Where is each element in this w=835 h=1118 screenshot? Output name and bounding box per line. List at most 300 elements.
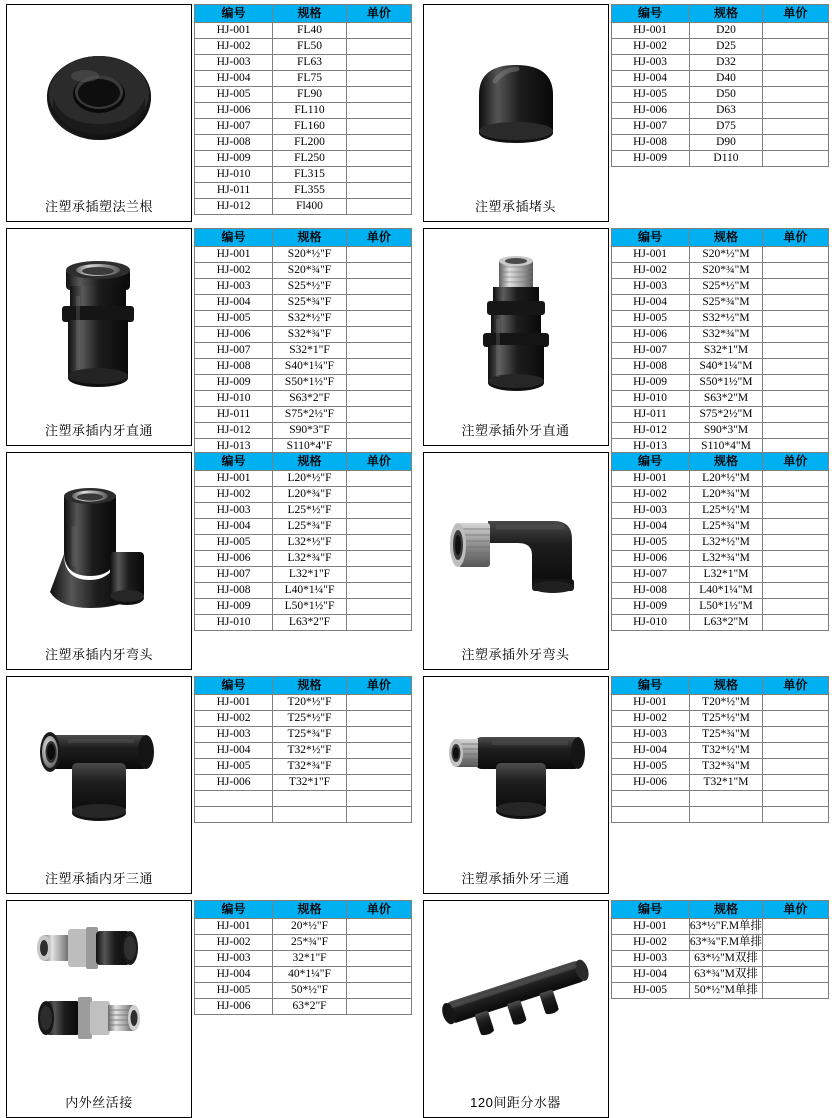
cell-code: HJ-001 xyxy=(195,247,273,263)
cell-price xyxy=(346,39,411,55)
product-cell xyxy=(423,676,830,894)
table-row xyxy=(611,967,828,983)
cell-code: HJ-002 xyxy=(195,487,273,503)
table-row xyxy=(611,951,828,967)
col-spec: 规格 xyxy=(273,5,347,23)
female-thread-elbow-image xyxy=(9,457,189,641)
cell-spec: 63*½"M双排 xyxy=(689,951,763,967)
cell-code: HJ-009 xyxy=(195,599,273,615)
cell-code: HJ-006 xyxy=(195,551,273,567)
cell-spec: S32*½"F xyxy=(273,311,347,327)
col-code: 编号 xyxy=(611,229,689,247)
cell-code: HJ-009 xyxy=(195,151,273,167)
cell-spec: L25*¾"F xyxy=(273,519,347,535)
col-spec: 规格 xyxy=(273,453,347,471)
cell-code: HJ-005 xyxy=(195,535,273,551)
cell-price xyxy=(346,407,411,423)
cell-price xyxy=(763,135,828,151)
table-row xyxy=(611,55,828,71)
cell-code: HJ-002 xyxy=(195,935,273,951)
cell-price xyxy=(763,615,828,631)
cell-code: HJ-012 xyxy=(195,423,273,439)
cell-price xyxy=(346,295,411,311)
cell-price xyxy=(763,599,828,615)
cell-code: HJ-006 xyxy=(195,327,273,343)
table-row xyxy=(195,263,412,279)
product-cell xyxy=(6,676,413,894)
cell-code: HJ-006 xyxy=(611,103,689,119)
cell-spec: S25*½"M xyxy=(689,279,763,295)
male-thread-elbow-image xyxy=(426,457,606,641)
cell-spec: L50*1½"F xyxy=(273,599,347,615)
cell-code: HJ-003 xyxy=(611,951,689,967)
table-row xyxy=(195,583,412,599)
col-spec: 规格 xyxy=(689,901,763,919)
spec-table xyxy=(611,900,829,999)
cell-price xyxy=(763,759,828,775)
col-code: 编号 xyxy=(611,453,689,471)
cell-price xyxy=(346,151,411,167)
table-row xyxy=(611,583,828,599)
cell-spec: T25*¾"M xyxy=(689,727,763,743)
table-row xyxy=(195,343,412,359)
table-row xyxy=(195,775,412,791)
table-row xyxy=(611,23,828,39)
cell-price xyxy=(346,919,411,935)
cell-code: HJ-012 xyxy=(195,199,273,215)
cell-code: HJ-002 xyxy=(611,487,689,503)
cell-spec: T32*½"M xyxy=(689,743,763,759)
cell-spec: T25*½"F xyxy=(273,711,347,727)
product-image-box xyxy=(6,676,192,894)
col-price: 单价 xyxy=(346,229,411,247)
cell-price xyxy=(346,999,411,1015)
table-row xyxy=(195,375,412,391)
table-row xyxy=(195,695,412,711)
product-cell xyxy=(6,452,413,670)
table-row xyxy=(611,151,828,167)
cell-price xyxy=(763,551,828,567)
col-price: 单价 xyxy=(346,453,411,471)
table-row xyxy=(195,407,412,423)
table-row xyxy=(195,487,412,503)
product-grid xyxy=(6,4,829,1118)
table-row xyxy=(195,519,412,535)
cell-price xyxy=(763,711,828,727)
col-price: 单价 xyxy=(763,5,828,23)
col-code: 编号 xyxy=(195,5,273,23)
table-row xyxy=(195,743,412,759)
cell-price xyxy=(763,407,828,423)
cell-spec: S90*3"F xyxy=(273,423,347,439)
cell-code: HJ-006 xyxy=(195,103,273,119)
cell-spec: 20*½"F xyxy=(273,919,347,935)
cell-spec: 50*½"F xyxy=(273,983,347,999)
cell-price xyxy=(763,311,828,327)
cell-price xyxy=(346,87,411,103)
cell-price xyxy=(763,23,828,39)
cell-code: HJ-003 xyxy=(611,279,689,295)
cell-code: HJ-009 xyxy=(611,151,689,167)
cell-spec: L25*½"F xyxy=(273,503,347,519)
table-row xyxy=(195,535,412,551)
cell-price xyxy=(346,247,411,263)
cell-spec: S90*3"M xyxy=(689,423,763,439)
cell-code: HJ-010 xyxy=(611,615,689,631)
table-row xyxy=(195,247,412,263)
product-cell xyxy=(6,4,413,222)
table-row xyxy=(611,503,828,519)
cell-code: HJ-005 xyxy=(611,311,689,327)
table-row xyxy=(195,599,412,615)
cell-code: HJ-008 xyxy=(611,135,689,151)
cell-price xyxy=(763,487,828,503)
cell-price xyxy=(346,503,411,519)
spec-table-wrap xyxy=(192,900,413,1118)
cell-spec: FL75 xyxy=(273,71,347,87)
cell-spec xyxy=(273,791,347,807)
product-name: 内外丝活接 xyxy=(65,1095,133,1110)
product-image-box xyxy=(423,228,609,446)
cell-code: HJ-004 xyxy=(195,743,273,759)
cell-spec: FL355 xyxy=(273,183,347,199)
cell-code: HJ-001 xyxy=(195,919,273,935)
cell-code: HJ-003 xyxy=(611,727,689,743)
cell-code: HJ-001 xyxy=(195,471,273,487)
cell-price xyxy=(763,55,828,71)
cell-code: HJ-005 xyxy=(611,983,689,999)
cell-spec: S20*¾"F xyxy=(273,263,347,279)
cell-code: HJ-010 xyxy=(611,391,689,407)
product-cell xyxy=(6,900,413,1118)
cell-spec: D90 xyxy=(689,135,763,151)
male-thread-coupling-image xyxy=(426,233,606,417)
cell-code: HJ-002 xyxy=(611,263,689,279)
cell-price xyxy=(346,727,411,743)
cell-code: HJ-006 xyxy=(611,551,689,567)
cell-spec: L32*½"F xyxy=(273,535,347,551)
cell-price xyxy=(346,311,411,327)
col-spec: 规格 xyxy=(689,5,763,23)
cell-spec: S32*¾"F xyxy=(273,327,347,343)
cell-spec: L20*¾"M xyxy=(689,487,763,503)
cell-spec: S20*¾"M xyxy=(689,263,763,279)
cell-code: HJ-007 xyxy=(611,343,689,359)
cell-spec xyxy=(273,807,347,823)
cell-spec: S20*½"M xyxy=(689,247,763,263)
product-name: 注塑承插塑法兰根 xyxy=(44,199,153,214)
cell-spec: D40 xyxy=(689,71,763,87)
table-row xyxy=(195,151,412,167)
product-image-box xyxy=(6,452,192,670)
cell-code: HJ-008 xyxy=(611,583,689,599)
cell-code: HJ-007 xyxy=(611,119,689,135)
table-row xyxy=(611,135,828,151)
cell-spec: FL50 xyxy=(273,39,347,55)
spec-table-wrap xyxy=(192,4,413,222)
table-row xyxy=(195,135,412,151)
table-row xyxy=(195,967,412,983)
table-row xyxy=(195,279,412,295)
cell-code: HJ-004 xyxy=(611,295,689,311)
cell-price xyxy=(346,519,411,535)
product-cell xyxy=(6,228,413,452)
cell-price xyxy=(763,359,828,375)
cell-price xyxy=(763,567,828,583)
cell-price xyxy=(763,39,828,55)
cell-price xyxy=(763,343,828,359)
col-code: 编号 xyxy=(195,453,273,471)
cell-code: HJ-002 xyxy=(195,39,273,55)
cell-code xyxy=(195,791,273,807)
cell-price xyxy=(763,71,828,87)
col-price: 单价 xyxy=(763,677,828,695)
cell-code: HJ-011 xyxy=(195,407,273,423)
cell-spec: D25 xyxy=(689,39,763,55)
col-spec: 规格 xyxy=(273,229,347,247)
product-image-box xyxy=(423,4,609,222)
col-spec: 规格 xyxy=(689,229,763,247)
table-row xyxy=(611,71,828,87)
product-image-box xyxy=(423,900,609,1118)
table-row xyxy=(611,279,828,295)
cell-code: HJ-002 xyxy=(611,711,689,727)
table-row xyxy=(611,343,828,359)
cell-spec: T25*½"M xyxy=(689,711,763,727)
cell-spec: S32*1"F xyxy=(273,343,347,359)
cell-price xyxy=(346,343,411,359)
col-spec: 规格 xyxy=(273,901,347,919)
cell-code: HJ-001 xyxy=(611,695,689,711)
cell-code: HJ-002 xyxy=(611,935,689,951)
cell-code: HJ-001 xyxy=(611,919,689,935)
cell-spec: L25*¾"M xyxy=(689,519,763,535)
col-spec: 规格 xyxy=(689,453,763,471)
table-row xyxy=(611,103,828,119)
table-row xyxy=(611,263,828,279)
cell-price xyxy=(346,983,411,999)
cell-code: HJ-007 xyxy=(195,567,273,583)
col-price: 单价 xyxy=(346,677,411,695)
cell-price xyxy=(346,615,411,631)
cell-code: HJ-001 xyxy=(611,23,689,39)
cell-spec: L20*¾"F xyxy=(273,487,347,503)
table-row xyxy=(611,119,828,135)
product-name: 注塑承插内牙弯头 xyxy=(44,647,153,662)
cell-spec: T32*½"F xyxy=(273,743,347,759)
product-name: 注塑承插外牙三通 xyxy=(461,871,570,886)
cell-code: HJ-005 xyxy=(195,983,273,999)
table-row xyxy=(195,119,412,135)
cell-spec: L63*2"M xyxy=(689,615,763,631)
col-price: 单价 xyxy=(763,901,828,919)
spec-table xyxy=(194,900,412,1015)
cell-spec: T32*1"F xyxy=(273,775,347,791)
table-row xyxy=(611,391,828,407)
table-row xyxy=(611,471,828,487)
cell-code: HJ-008 xyxy=(195,359,273,375)
table-row xyxy=(611,247,828,263)
cell-code: HJ-004 xyxy=(195,295,273,311)
cell-price xyxy=(763,103,828,119)
table-row xyxy=(611,423,828,439)
cell-code: HJ-008 xyxy=(195,135,273,151)
cell-spec: S32*1"M xyxy=(689,343,763,359)
cell-price xyxy=(346,487,411,503)
cell-spec: T20*½"F xyxy=(273,695,347,711)
cell-spec: D50 xyxy=(689,87,763,103)
spec-table-wrap xyxy=(609,676,830,894)
table-row xyxy=(195,503,412,519)
table-row xyxy=(611,359,828,375)
cell-spec: S110*4"F xyxy=(273,439,347,455)
table-row xyxy=(195,39,412,55)
table-row xyxy=(195,759,412,775)
cell-code: HJ-013 xyxy=(611,439,689,455)
cell-code: HJ-003 xyxy=(195,55,273,71)
cell-spec: T25*¾"F xyxy=(273,727,347,743)
cell-price xyxy=(346,103,411,119)
cell-price xyxy=(346,135,411,151)
cell-spec: L40*1¼"M xyxy=(689,583,763,599)
product-image-box xyxy=(423,452,609,670)
table-row xyxy=(611,711,828,727)
cell-price xyxy=(346,423,411,439)
cell-spec: D32 xyxy=(689,55,763,71)
cell-spec: FL90 xyxy=(273,87,347,103)
cell-price xyxy=(763,983,828,999)
cell-code: HJ-004 xyxy=(611,71,689,87)
cell-price xyxy=(763,519,828,535)
cell-spec: S32*¾"M xyxy=(689,327,763,343)
table-row xyxy=(611,983,828,999)
cell-spec: S50*1½"F xyxy=(273,375,347,391)
col-code: 编号 xyxy=(611,901,689,919)
female-thread-coupling-image xyxy=(9,233,189,417)
table-row xyxy=(611,311,828,327)
cell-spec: FL250 xyxy=(273,151,347,167)
cell-price xyxy=(763,247,828,263)
table-row xyxy=(195,391,412,407)
cell-spec: L63*2"F xyxy=(273,615,347,631)
cell-spec: S63*2"F xyxy=(273,391,347,407)
table-row xyxy=(195,87,412,103)
table-row xyxy=(611,775,828,791)
table-row xyxy=(195,183,412,199)
cell-code: HJ-004 xyxy=(611,967,689,983)
table-row xyxy=(195,727,412,743)
cell-code: HJ-001 xyxy=(195,695,273,711)
cell-price xyxy=(763,503,828,519)
cell-spec: 25*¾"F xyxy=(273,935,347,951)
table-row xyxy=(611,695,828,711)
cell-spec: S40*1¼"F xyxy=(273,359,347,375)
cell-code xyxy=(611,791,689,807)
cell-spec: FL200 xyxy=(273,135,347,151)
spec-table-wrap xyxy=(609,900,830,1118)
cell-price xyxy=(763,583,828,599)
cell-spec: 63*2"F xyxy=(273,999,347,1015)
cell-spec: S25*¾"M xyxy=(689,295,763,311)
table-row xyxy=(611,39,828,55)
cell-spec: L50*1½"M xyxy=(689,599,763,615)
spec-table xyxy=(194,676,412,823)
union-connector-image xyxy=(9,905,189,1089)
table-row xyxy=(611,487,828,503)
cell-price xyxy=(346,935,411,951)
cell-price xyxy=(346,791,411,807)
table-row xyxy=(195,167,412,183)
product-cell xyxy=(423,900,830,1118)
product-name: 注塑承插外牙直通 xyxy=(461,423,570,438)
table-row xyxy=(195,471,412,487)
cell-code: HJ-004 xyxy=(611,519,689,535)
cell-code: HJ-008 xyxy=(195,583,273,599)
cell-spec: S50*1½"M xyxy=(689,375,763,391)
cell-spec: D63 xyxy=(689,103,763,119)
cell-price xyxy=(346,471,411,487)
cell-spec: T32*1"M xyxy=(689,775,763,791)
cell-code: HJ-002 xyxy=(611,39,689,55)
table-row xyxy=(195,919,412,935)
cell-code: HJ-010 xyxy=(195,167,273,183)
cell-code: HJ-005 xyxy=(611,535,689,551)
male-thread-tee-image xyxy=(426,681,606,865)
cell-spec: S32*½"M xyxy=(689,311,763,327)
cell-code: HJ-007 xyxy=(195,343,273,359)
col-price: 单价 xyxy=(763,453,828,471)
cell-price xyxy=(346,759,411,775)
cell-price xyxy=(763,695,828,711)
spec-table xyxy=(194,228,412,455)
cell-price xyxy=(346,71,411,87)
cell-price xyxy=(346,743,411,759)
cell-code: HJ-009 xyxy=(611,375,689,391)
cell-price xyxy=(346,359,411,375)
cell-price xyxy=(346,711,411,727)
cell-code: HJ-006 xyxy=(611,327,689,343)
female-thread-tee-image xyxy=(9,681,189,865)
cell-price xyxy=(763,327,828,343)
table-row xyxy=(611,743,828,759)
cell-code: HJ-002 xyxy=(195,711,273,727)
cell-price xyxy=(346,535,411,551)
col-code: 编号 xyxy=(611,677,689,695)
cell-price xyxy=(346,199,411,215)
product-image-box xyxy=(6,900,192,1118)
cell-spec xyxy=(689,791,763,807)
cell-price xyxy=(346,583,411,599)
table-row xyxy=(195,935,412,951)
product-name: 注塑承插外牙弯头 xyxy=(461,647,570,662)
table-row xyxy=(611,295,828,311)
cell-price xyxy=(346,263,411,279)
cell-price xyxy=(346,375,411,391)
cell-code: HJ-010 xyxy=(195,615,273,631)
table-row xyxy=(195,791,412,807)
cell-code: HJ-004 xyxy=(611,743,689,759)
cell-code: HJ-005 xyxy=(195,311,273,327)
cell-price xyxy=(346,23,411,39)
cell-spec: S20*½"F xyxy=(273,247,347,263)
table-row xyxy=(611,599,828,615)
cell-code: HJ-004 xyxy=(195,967,273,983)
cell-code: HJ-009 xyxy=(611,599,689,615)
cell-spec: 63*¾"F.M单排 xyxy=(689,935,763,951)
cell-code: HJ-008 xyxy=(611,359,689,375)
cell-price xyxy=(763,279,828,295)
cell-price xyxy=(763,775,828,791)
